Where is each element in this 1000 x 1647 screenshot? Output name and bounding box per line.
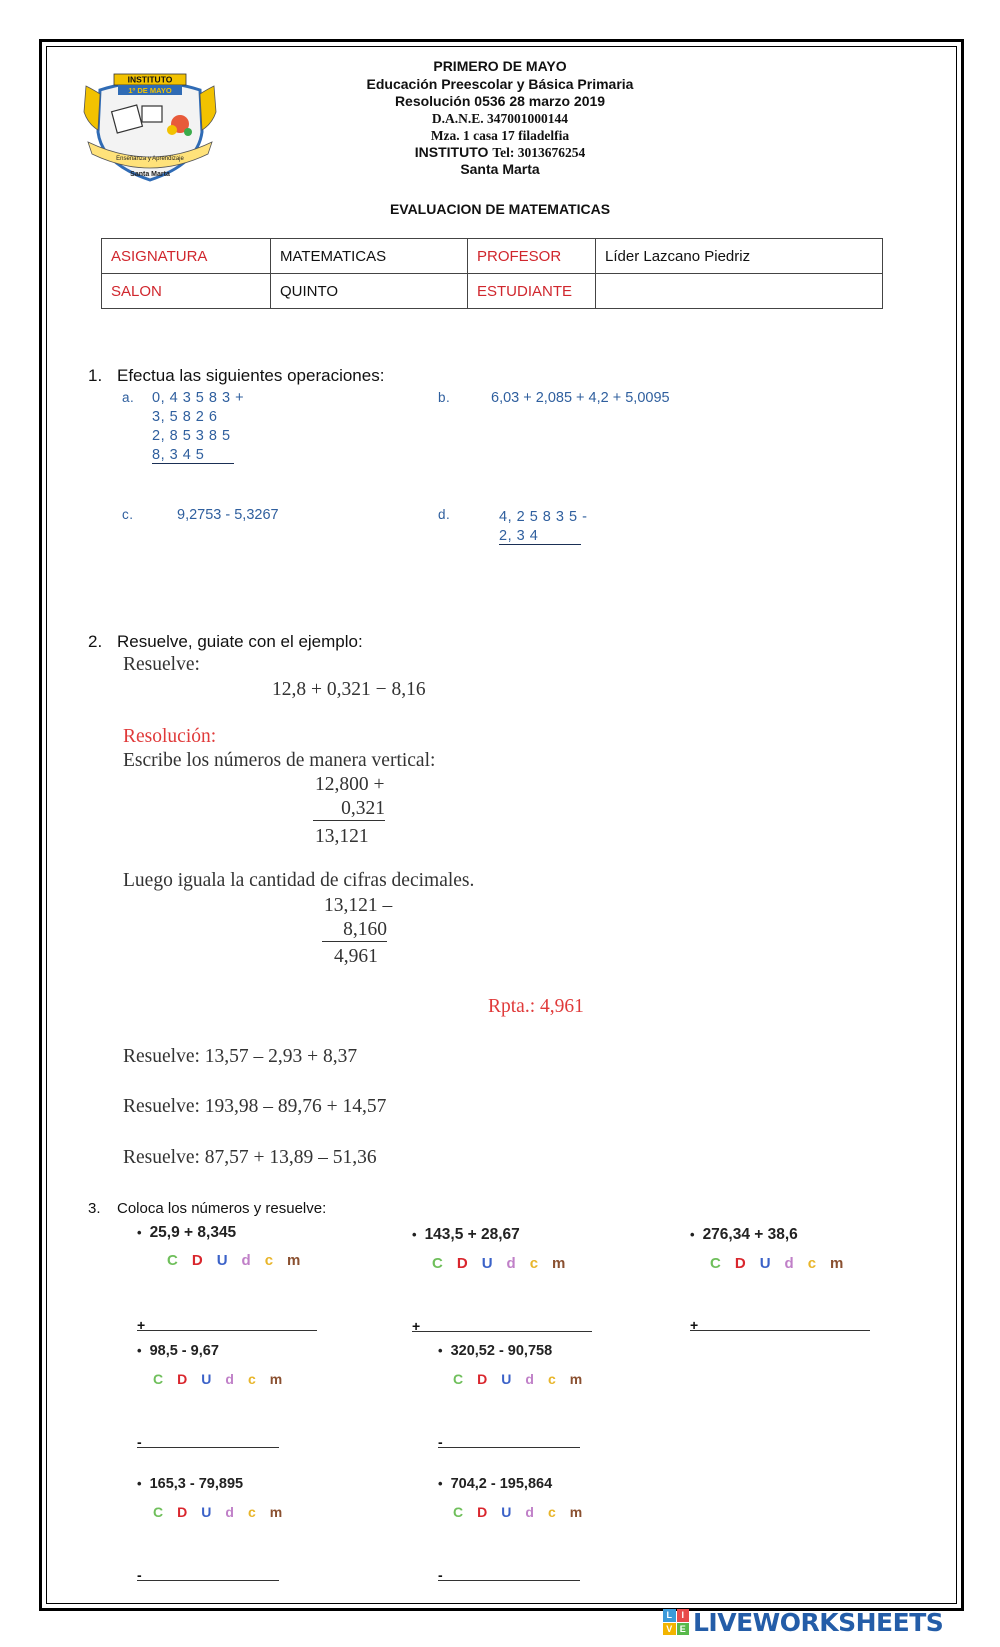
school-dane: D.A.N.E. 347001000144 bbox=[431, 111, 569, 126]
subject-label: ASIGNATURA bbox=[102, 239, 271, 274]
op-5-place-values bbox=[453, 1371, 596, 1387]
op-6-expr: 165,3 - 79,895 bbox=[149, 1476, 244, 1492]
question-2-text: Resuelve, guiate con el ejemplo: bbox=[117, 632, 363, 651]
question-1-text: Efectua las siguientes operaciones: bbox=[117, 366, 385, 385]
school-address: Mza. 1 casa 17 filadelfia bbox=[430, 128, 570, 143]
place-m: m bbox=[269, 1371, 283, 1387]
example-answer: Rpta.: 4,961 bbox=[488, 996, 584, 1017]
place-U: U bbox=[501, 1371, 512, 1387]
bullet-icon: • bbox=[438, 1343, 443, 1358]
q1-c-expr: 9,2753 - 5,3267 bbox=[177, 507, 279, 523]
example-resuelve: Resuelve: bbox=[123, 654, 200, 675]
example-sub-line-2: 8,160 bbox=[322, 919, 387, 942]
place-C: C bbox=[432, 1255, 443, 1272]
place-C: C bbox=[167, 1252, 178, 1269]
op-1-place-values bbox=[167, 1252, 314, 1269]
place-U: U bbox=[216, 1252, 228, 1269]
place-m: m bbox=[287, 1252, 301, 1269]
op-4-place-values bbox=[153, 1371, 296, 1387]
op-2-answer-line[interactable] bbox=[412, 1318, 592, 1332]
example-step-1: Escribe los números de manera vertical: bbox=[123, 750, 436, 771]
bullet-icon: • bbox=[412, 1227, 417, 1242]
place-D: D bbox=[177, 1371, 188, 1387]
op-4-sign: - bbox=[137, 1434, 142, 1450]
place-c: c bbox=[529, 1255, 539, 1272]
svg-text:Santa Marta: Santa Marta bbox=[130, 171, 170, 178]
place-d: d bbox=[225, 1371, 234, 1387]
example-sum-line-1: 12,800 + bbox=[315, 774, 385, 795]
place-d: d bbox=[241, 1252, 251, 1269]
question-2-number: 2. bbox=[88, 632, 103, 651]
q1-a-line-1: 0, 4 3 5 8 3 + bbox=[152, 390, 245, 406]
room-value: QUINTO bbox=[271, 274, 468, 309]
school-phone-line bbox=[300, 144, 700, 161]
exercise-1: Resuelve: 13,57 – 2,93 + 8,37 bbox=[123, 1046, 358, 1067]
example-expression: 12,8 + 0,321 − 8,16 bbox=[272, 679, 426, 700]
place-U: U bbox=[759, 1255, 771, 1272]
example-resolucion: Resolución: bbox=[123, 726, 217, 747]
q1-a-line-2: 3, 5 8 2 6 bbox=[152, 409, 218, 425]
q1-a-label: a. bbox=[122, 390, 135, 405]
student-label: ESTUDIANTE bbox=[468, 274, 596, 309]
op-1-sign: + bbox=[137, 1317, 146, 1333]
op-2-sign: + bbox=[412, 1318, 421, 1334]
op-1 bbox=[137, 1224, 236, 1242]
q1-a-line-3: 2, 8 5 3 8 5 bbox=[152, 428, 231, 444]
place-C: C bbox=[453, 1371, 464, 1387]
place-C: C bbox=[153, 1371, 164, 1387]
info-table bbox=[101, 238, 883, 309]
place-D: D bbox=[191, 1252, 203, 1269]
q1-d-line-1: 4, 2 5 8 3 5 - bbox=[499, 509, 588, 525]
bullet-icon: • bbox=[137, 1225, 142, 1240]
place-c: c bbox=[547, 1504, 556, 1520]
example-step-2: Luego iguala la cantidad de cifras decimales. bbox=[123, 870, 475, 891]
place-U: U bbox=[201, 1504, 212, 1520]
place-m: m bbox=[569, 1371, 583, 1387]
op-5-sign: - bbox=[438, 1434, 443, 1450]
school-phone: Tel: 3013676254 bbox=[492, 145, 586, 160]
bullet-icon: • bbox=[137, 1476, 142, 1491]
subject-value: MATEMATICAS bbox=[271, 239, 468, 274]
evaluation-title: EVALUACION DE MATEMATICAS bbox=[389, 201, 611, 217]
op-7-answer-line[interactable] bbox=[438, 1567, 580, 1581]
place-D: D bbox=[734, 1255, 746, 1272]
op-7-expr: 704,2 - 195,864 bbox=[450, 1476, 553, 1492]
op-4-answer-line[interactable] bbox=[137, 1434, 279, 1448]
place-U: U bbox=[501, 1504, 512, 1520]
teacher-label: PROFESOR bbox=[468, 239, 596, 274]
svg-text:Enseñanza y Aprendizaje: Enseñanza y Aprendizaje bbox=[116, 156, 184, 162]
place-m: m bbox=[552, 1255, 566, 1272]
op-7 bbox=[438, 1476, 552, 1492]
place-m: m bbox=[269, 1504, 283, 1520]
place-c: c bbox=[247, 1371, 256, 1387]
q1-d-line-2: 2, 3 4 bbox=[499, 528, 581, 545]
liveworksheets-brand bbox=[663, 1607, 943, 1637]
place-C: C bbox=[453, 1504, 464, 1520]
bullet-icon: • bbox=[438, 1476, 443, 1491]
place-D: D bbox=[477, 1504, 488, 1520]
place-m: m bbox=[569, 1504, 583, 1520]
place-U: U bbox=[201, 1371, 212, 1387]
place-C: C bbox=[153, 1504, 164, 1520]
school-resolution: Resolución 0536 28 marzo 2019 bbox=[394, 93, 606, 109]
q1-b-expr: 6,03 + 2,085 + 4,2 + 5,0095 bbox=[491, 390, 670, 406]
question-3-text: Coloca los números y resuelve: bbox=[117, 1200, 327, 1217]
op-3-sign: + bbox=[690, 1317, 699, 1333]
place-c: c bbox=[247, 1504, 256, 1520]
liveworksheets-logo-icon: L I V E bbox=[663, 1609, 689, 1635]
example-sub-line-1: 13,121 – bbox=[324, 895, 393, 916]
teacher-value: Líder Lazcano Piedriz bbox=[596, 239, 883, 274]
example-sub-result: 4,961 bbox=[334, 946, 378, 967]
q1-a-line-4: 8, 3 4 5 bbox=[152, 447, 234, 464]
place-d: d bbox=[506, 1255, 516, 1272]
school-city: Santa Marta bbox=[460, 161, 540, 177]
place-c: c bbox=[807, 1255, 817, 1272]
place-d: d bbox=[784, 1255, 794, 1272]
op-3-answer-line[interactable] bbox=[690, 1317, 870, 1331]
op-5 bbox=[438, 1343, 552, 1359]
op-6-sign: - bbox=[137, 1567, 142, 1583]
question-1-number: 1. bbox=[88, 366, 103, 385]
example-sum-line-2: 0,321 bbox=[313, 798, 385, 821]
room-label: SALON bbox=[102, 274, 271, 309]
place-C: C bbox=[710, 1255, 721, 1272]
op-5-answer-line[interactable] bbox=[438, 1434, 580, 1448]
school-name: PRIMERO DE MAYO bbox=[433, 58, 567, 74]
op-3-expr: 276,34 + 38,6 bbox=[702, 1226, 798, 1243]
op-4 bbox=[137, 1343, 219, 1359]
svg-text:1º DE MAYO: 1º DE MAYO bbox=[128, 86, 172, 95]
place-U: U bbox=[481, 1255, 493, 1272]
place-c: c bbox=[264, 1252, 274, 1269]
op-3-place-values bbox=[710, 1255, 857, 1272]
svg-text:INSTITUTO: INSTITUTO bbox=[127, 74, 173, 85]
q1-b-label: b. bbox=[438, 390, 451, 405]
question-3-number: 3. bbox=[88, 1200, 101, 1217]
op-1-expr: 25,9 + 8,345 bbox=[149, 1224, 237, 1241]
phone-label: INSTITUTO bbox=[414, 144, 489, 160]
op-6-answer-line[interactable] bbox=[137, 1567, 279, 1581]
op-4-expr: 98,5 - 9,67 bbox=[149, 1343, 219, 1359]
place-d: d bbox=[525, 1504, 534, 1520]
school-level: Educación Preescolar y Básica Primaria bbox=[366, 76, 634, 92]
op-2-expr: 143,5 + 28,67 bbox=[424, 1226, 520, 1243]
place-c: c bbox=[547, 1371, 556, 1387]
op-6 bbox=[137, 1476, 243, 1492]
op-6-place-values bbox=[153, 1504, 296, 1520]
place-D: D bbox=[456, 1255, 468, 1272]
q1-d-label: d. bbox=[438, 507, 451, 522]
op-7-place-values bbox=[453, 1504, 596, 1520]
place-D: D bbox=[177, 1504, 188, 1520]
op-2 bbox=[412, 1226, 520, 1244]
exercise-2: Resuelve: 193,98 – 89,76 + 14,57 bbox=[123, 1096, 387, 1117]
q1-c-label: c. bbox=[122, 507, 134, 522]
place-m: m bbox=[830, 1255, 844, 1272]
school-logo bbox=[80, 72, 220, 184]
place-d: d bbox=[525, 1371, 534, 1387]
liveworksheets-text: LIVEWORKSHEETS bbox=[693, 1607, 944, 1637]
op-7-sign: - bbox=[438, 1567, 443, 1583]
place-D: D bbox=[477, 1371, 488, 1387]
student-field[interactable] bbox=[596, 274, 883, 309]
op-3 bbox=[690, 1226, 798, 1244]
bullet-icon: • bbox=[137, 1343, 142, 1358]
place-d: d bbox=[225, 1504, 234, 1520]
example-sum-result: 13,121 bbox=[315, 826, 369, 847]
exercise-3: Resuelve: 87,57 + 13,89 – 51,36 bbox=[123, 1147, 377, 1168]
bullet-icon: • bbox=[690, 1227, 695, 1242]
op-1-answer-line[interactable] bbox=[137, 1317, 317, 1331]
op-5-expr: 320,52 - 90,758 bbox=[450, 1343, 553, 1359]
op-2-place-values bbox=[432, 1255, 579, 1272]
